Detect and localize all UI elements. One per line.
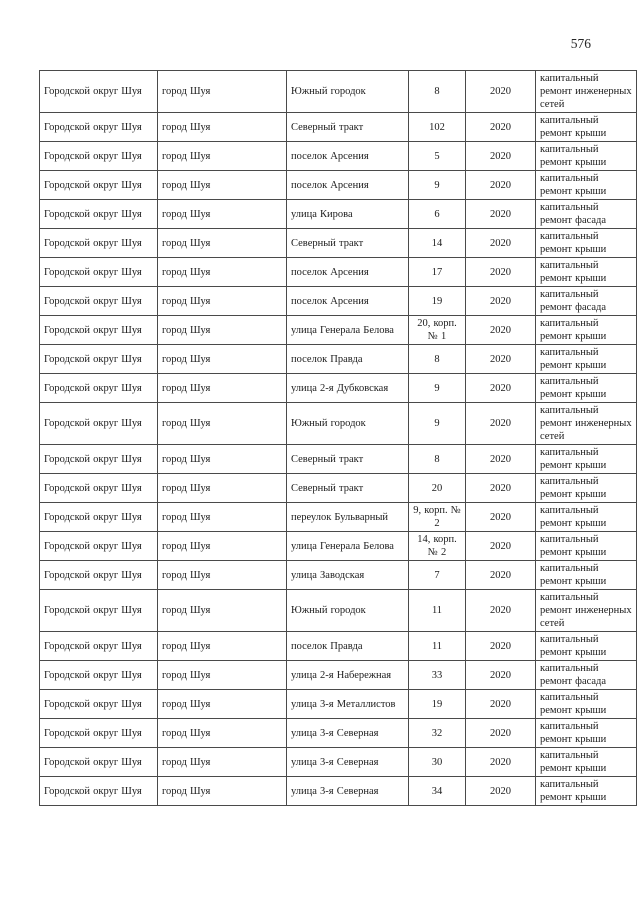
cell-municipality: Городской округ Шуя	[40, 200, 158, 229]
cell-year: 2020	[466, 590, 536, 632]
cell-house-number: 102	[409, 113, 466, 142]
cell-year: 2020	[466, 719, 536, 748]
cell-year: 2020	[466, 374, 536, 403]
cell-house-number: 8	[409, 71, 466, 113]
cell-settlement: город Шуя	[158, 113, 287, 142]
cell-settlement: город Шуя	[158, 200, 287, 229]
table-row	[40, 403, 637, 445]
cell-house-number: 33	[409, 661, 466, 690]
cell-year: 2020	[466, 690, 536, 719]
table-row	[40, 503, 637, 532]
cell-settlement: город Шуя	[158, 171, 287, 200]
cell-street: поселок Правда	[287, 345, 409, 374]
cell-house-number: 14	[409, 229, 466, 258]
cell-year: 2020	[466, 287, 536, 316]
cell-year: 2020	[466, 661, 536, 690]
cell-settlement: город Шуя	[158, 445, 287, 474]
cell-settlement: город Шуя	[158, 258, 287, 287]
table-row	[40, 142, 637, 171]
cell-municipality: Городской округ Шуя	[40, 632, 158, 661]
cell-municipality: Городской округ Шуя	[40, 374, 158, 403]
table-row	[40, 171, 637, 200]
cell-municipality: Городской округ Шуя	[40, 748, 158, 777]
table-row	[40, 229, 637, 258]
cell-work-type: капитальный ремонт фасада	[536, 661, 637, 690]
cell-work-type: капитальный ремонт крыши	[536, 561, 637, 590]
cell-house-number: 6	[409, 200, 466, 229]
cell-house-number: 11	[409, 590, 466, 632]
cell-year: 2020	[466, 561, 536, 590]
cell-year: 2020	[466, 229, 536, 258]
cell-settlement: город Шуя	[158, 561, 287, 590]
cell-street: улица 3-я Металлистов	[287, 690, 409, 719]
cell-street: Южный городок	[287, 590, 409, 632]
cell-municipality: Городской округ Шуя	[40, 719, 158, 748]
cell-work-type: капитальный ремонт крыши	[536, 503, 637, 532]
cell-year: 2020	[466, 632, 536, 661]
cell-work-type: капитальный ремонт крыши	[536, 113, 637, 142]
cell-house-number: 9	[409, 374, 466, 403]
cell-house-number: 34	[409, 777, 466, 806]
table-row	[40, 532, 637, 561]
cell-municipality: Городской округ Шуя	[40, 403, 158, 445]
cell-municipality: Городской округ Шуя	[40, 345, 158, 374]
cell-year: 2020	[466, 345, 536, 374]
cell-municipality: Городской округ Шуя	[40, 258, 158, 287]
cell-year: 2020	[466, 474, 536, 503]
cell-year: 2020	[466, 748, 536, 777]
cell-street: переулок Бульварный	[287, 503, 409, 532]
cell-house-number: 9	[409, 403, 466, 445]
cell-street: улица Генерала Белова	[287, 532, 409, 561]
cell-work-type: капитальный ремонт крыши	[536, 316, 637, 345]
cell-year: 2020	[466, 503, 536, 532]
cell-street: улица 2-я Дубковская	[287, 374, 409, 403]
cell-street: улица Кирова	[287, 200, 409, 229]
cell-work-type: капитальный ремонт крыши	[536, 229, 637, 258]
cell-settlement: город Шуя	[158, 71, 287, 113]
cell-settlement: город Шуя	[158, 590, 287, 632]
cell-work-type: капитальный ремонт крыши	[536, 374, 637, 403]
cell-year: 2020	[466, 71, 536, 113]
cell-house-number: 7	[409, 561, 466, 590]
cell-work-type: капитальный ремонт крыши	[536, 345, 637, 374]
cell-work-type: капитальный ремонт крыши	[536, 171, 637, 200]
cell-year: 2020	[466, 142, 536, 171]
cell-municipality: Городской округ Шуя	[40, 316, 158, 345]
table-row	[40, 316, 637, 345]
cell-work-type: капитальный ремонт инженерных сетей	[536, 71, 637, 113]
cell-year: 2020	[466, 316, 536, 345]
cell-settlement: город Шуя	[158, 474, 287, 503]
cell-house-number: 30	[409, 748, 466, 777]
cell-work-type: капитальный ремонт фасада	[536, 200, 637, 229]
cell-street: Северный тракт	[287, 445, 409, 474]
cell-municipality: Городской округ Шуя	[40, 561, 158, 590]
table-row	[40, 632, 637, 661]
cell-settlement: город Шуя	[158, 632, 287, 661]
cell-municipality: Городской округ Шуя	[40, 503, 158, 532]
cell-year: 2020	[466, 532, 536, 561]
cell-year: 2020	[466, 171, 536, 200]
cell-street: улица 3-я Северная	[287, 719, 409, 748]
cell-house-number: 19	[409, 690, 466, 719]
cell-street: улица Генерала Белова	[287, 316, 409, 345]
cell-municipality: Городской округ Шуя	[40, 171, 158, 200]
cell-street: Южный городок	[287, 71, 409, 113]
cell-settlement: город Шуя	[158, 316, 287, 345]
cell-work-type: капитальный ремонт инженерных сетей	[536, 590, 637, 632]
cell-municipality: Городской округ Шуя	[40, 229, 158, 258]
cell-house-number: 5	[409, 142, 466, 171]
cell-street: поселок Арсения	[287, 258, 409, 287]
cell-settlement: город Шуя	[158, 719, 287, 748]
cell-settlement: город Шуя	[158, 345, 287, 374]
cell-work-type: капитальный ремонт крыши	[536, 532, 637, 561]
cell-street: Северный тракт	[287, 229, 409, 258]
cell-street: улица 3-я Северная	[287, 777, 409, 806]
cell-settlement: город Шуя	[158, 661, 287, 690]
cell-house-number: 32	[409, 719, 466, 748]
cell-house-number: 8	[409, 445, 466, 474]
table-row	[40, 748, 637, 777]
cell-settlement: город Шуя	[158, 690, 287, 719]
cell-municipality: Городской округ Шуя	[40, 142, 158, 171]
table-row	[40, 590, 637, 632]
table-row	[40, 258, 637, 287]
cell-street: поселок Правда	[287, 632, 409, 661]
table-row	[40, 445, 637, 474]
cell-work-type: капитальный ремонт крыши	[536, 474, 637, 503]
cell-settlement: город Шуя	[158, 503, 287, 532]
cell-street: Северный тракт	[287, 474, 409, 503]
cell-year: 2020	[466, 258, 536, 287]
cell-municipality: Городской округ Шуя	[40, 287, 158, 316]
cell-work-type: капитальный ремонт крыши	[536, 142, 637, 171]
cell-year: 2020	[466, 403, 536, 445]
cell-house-number: 8	[409, 345, 466, 374]
cell-year: 2020	[466, 200, 536, 229]
table-row	[40, 287, 637, 316]
cell-house-number: 20, корп. № 1	[409, 316, 466, 345]
cell-street: поселок Арсения	[287, 142, 409, 171]
cell-settlement: город Шуя	[158, 374, 287, 403]
table-row	[40, 345, 637, 374]
cell-work-type: капитальный ремонт крыши	[536, 777, 637, 806]
cell-municipality: Городской округ Шуя	[40, 690, 158, 719]
table-row	[40, 690, 637, 719]
cell-street: Южный городок	[287, 403, 409, 445]
cell-house-number: 9, корп. № 2	[409, 503, 466, 532]
cell-house-number: 14, корп. № 2	[409, 532, 466, 561]
cell-year: 2020	[466, 445, 536, 474]
cell-year: 2020	[466, 777, 536, 806]
page-number: 576	[570, 36, 591, 51]
cell-work-type: капитальный ремонт фасада	[536, 287, 637, 316]
cell-house-number: 20	[409, 474, 466, 503]
cell-street: поселок Арсения	[287, 287, 409, 316]
cell-street: поселок Арсения	[287, 171, 409, 200]
cell-work-type: капитальный ремонт крыши	[536, 258, 637, 287]
table-row	[40, 374, 637, 403]
cell-municipality: Городской округ Шуя	[40, 445, 158, 474]
cell-work-type: капитальный ремонт инженерных сетей	[536, 403, 637, 445]
cell-work-type: капитальный ремонт крыши	[536, 748, 637, 777]
cell-house-number: 19	[409, 287, 466, 316]
table-body	[40, 71, 637, 806]
cell-municipality: Городской округ Шуя	[40, 777, 158, 806]
cell-year: 2020	[466, 113, 536, 142]
table-row	[40, 661, 637, 690]
cell-municipality: Городской округ Шуя	[40, 532, 158, 561]
cell-settlement: город Шуя	[158, 777, 287, 806]
cell-settlement: город Шуя	[158, 142, 287, 171]
capital-repair-table	[39, 70, 637, 806]
cell-settlement: город Шуя	[158, 532, 287, 561]
cell-settlement: город Шуя	[158, 403, 287, 445]
cell-municipality: Городской округ Шуя	[40, 661, 158, 690]
table-row	[40, 200, 637, 229]
table-row	[40, 71, 637, 113]
cell-work-type: капитальный ремонт крыши	[536, 632, 637, 661]
cell-municipality: Городской округ Шуя	[40, 113, 158, 142]
cell-street: улица Заводская	[287, 561, 409, 590]
table-row	[40, 719, 637, 748]
cell-municipality: Городской округ Шуя	[40, 590, 158, 632]
cell-settlement: город Шуя	[158, 287, 287, 316]
table-row	[40, 113, 637, 142]
cell-work-type: капитальный ремонт крыши	[536, 719, 637, 748]
cell-street: Северный тракт	[287, 113, 409, 142]
cell-municipality: Городской округ Шуя	[40, 474, 158, 503]
cell-settlement: город Шуя	[158, 748, 287, 777]
cell-settlement: город Шуя	[158, 229, 287, 258]
cell-work-type: капитальный ремонт крыши	[536, 445, 637, 474]
table-row	[40, 561, 637, 590]
cell-house-number: 17	[409, 258, 466, 287]
cell-house-number: 11	[409, 632, 466, 661]
cell-street: улица 3-я Северная	[287, 748, 409, 777]
table-row	[40, 777, 637, 806]
cell-municipality: Городской округ Шуя	[40, 71, 158, 113]
cell-work-type: капитальный ремонт крыши	[536, 690, 637, 719]
cell-street: улица 2-я Набережная	[287, 661, 409, 690]
cell-house-number: 9	[409, 171, 466, 200]
table-row	[40, 474, 637, 503]
